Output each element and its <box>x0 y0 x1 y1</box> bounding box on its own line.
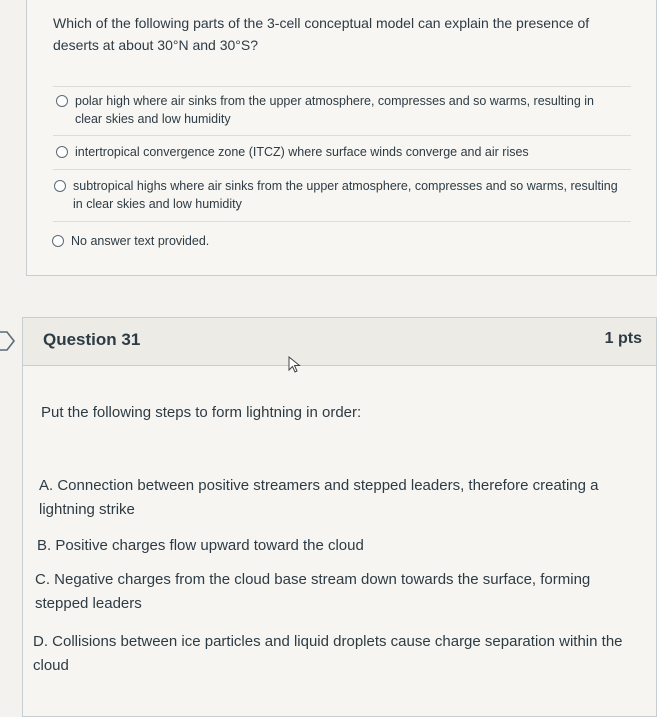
mouse-pointer-icon <box>287 356 303 374</box>
question-prompt: Put the following steps to form lightning in order: <box>41 404 362 421</box>
answer-label: No answer text provided. <box>71 234 210 248</box>
answer-option[interactable] <box>56 92 622 128</box>
chevron-right-icon[interactable] <box>0 329 16 353</box>
radio-button[interactable] <box>56 95 68 107</box>
question-points: 1 pts <box>604 330 642 347</box>
question-title: Question 31 <box>43 330 141 349</box>
question-header <box>23 318 656 366</box>
radio-button[interactable] <box>56 146 68 158</box>
divider <box>53 221 631 222</box>
answer-label: subtropical highs where air sinks from the upper atmosphere, compresses and so warms, resulting in clear skies and low humidity <box>73 179 618 211</box>
radio-button[interactable] <box>54 180 66 192</box>
question-text: Which of the following parts of the 3-cell conceptual model can explain the presence of deserts at about 30°N and 30°S? <box>53 15 590 53</box>
previous-question-card <box>26 0 657 276</box>
divider <box>53 135 631 136</box>
answer-label: polar high where air sinks from the upper atmosphere, compresses and so warms, resulting in clear skies and low humidity <box>75 94 594 126</box>
step-item: D. Collisions between ice particles and liquid droplets cause charge separation within the cloud <box>33 633 623 674</box>
answer-label: intertropical convergence zone (ITCZ) where surface winds converge and air rises <box>75 145 529 159</box>
step-item: A. Connection between positive streamers and stepped leaders, therefore creating a lightning strike <box>39 477 599 518</box>
answer-option[interactable] <box>54 177 620 213</box>
answer-option[interactable] <box>56 143 622 161</box>
step-item: B. Positive charges flow upward toward the cloud <box>37 537 364 554</box>
answer-option[interactable] <box>52 232 618 250</box>
divider <box>53 169 631 170</box>
divider <box>53 86 631 87</box>
step-item: C. Negative charges from the cloud base stream down towards the surface, forming stepped leaders <box>35 571 591 612</box>
question-card <box>22 317 657 717</box>
radio-button[interactable] <box>52 235 64 247</box>
